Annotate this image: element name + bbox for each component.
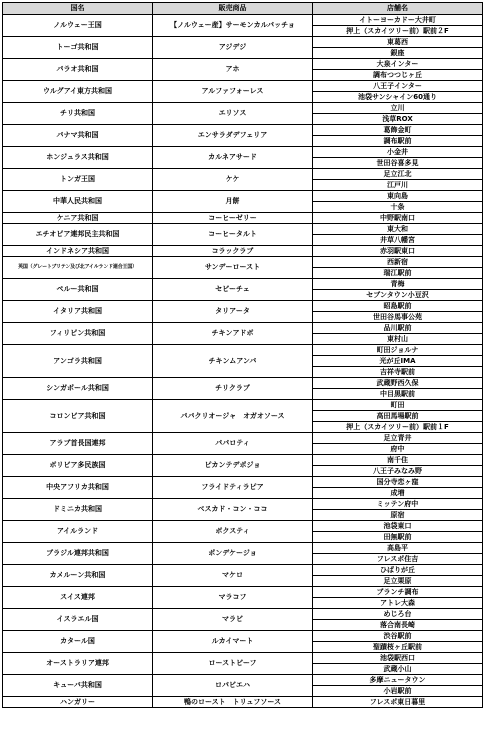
country-cell: イスラエル国 <box>3 609 153 631</box>
table-row <box>3 609 483 620</box>
product-cell: アジデジ <box>153 37 313 59</box>
store-cell: 武蔵野西久保 <box>313 378 483 389</box>
header-store: 店舗名 <box>313 3 483 15</box>
table-row <box>3 400 483 411</box>
product-cell: ボクスティ <box>153 521 313 543</box>
country-cell: ウルグアイ東方共和国 <box>3 81 153 103</box>
table-row <box>3 433 483 444</box>
country-cell: ケニア共和国 <box>3 213 153 224</box>
store-cell: 府中 <box>313 444 483 455</box>
country-cell: オーストラリア連邦 <box>3 653 153 675</box>
store-cell: ひばりが丘 <box>313 565 483 576</box>
table-row <box>3 543 483 554</box>
store-cell: 足立青井 <box>313 433 483 444</box>
country-cell: パラオ共和国 <box>3 59 153 81</box>
store-cell: 渋谷駅前 <box>313 631 483 642</box>
store-cell: 国分寺恋ヶ窪 <box>313 477 483 488</box>
store-cell: 八王子みなみ野 <box>313 466 483 477</box>
store-cell: 押上（スカイツリー前）駅前２F <box>313 26 483 37</box>
store-cell: 田無駅前 <box>313 532 483 543</box>
store-cell: 足立栗原 <box>313 576 483 587</box>
country-cell: イタリア共和国 <box>3 301 153 323</box>
table-row <box>3 631 483 642</box>
table-row <box>3 257 483 268</box>
store-cell: フレスポ住吉 <box>313 554 483 565</box>
table-row <box>3 653 483 664</box>
table-row <box>3 301 483 312</box>
table-row <box>3 378 483 389</box>
product-cell: マケロ <box>153 565 313 587</box>
store-cell: 昭島駅前 <box>313 301 483 312</box>
country-cell: ドミニカ共和国 <box>3 499 153 521</box>
store-cell: 南千住 <box>313 455 483 466</box>
country-cell: ノルウェー王国 <box>3 15 153 37</box>
product-cell: サンデーロースト <box>153 257 313 279</box>
store-cell: 調布つつじヶ丘 <box>313 70 483 81</box>
table-row <box>3 246 483 257</box>
table-row <box>3 147 483 158</box>
table-row <box>3 521 483 532</box>
store-cell: 品川駅前 <box>313 323 483 334</box>
store-cell: 小岩駅前 <box>313 686 483 697</box>
country-cell: アイルランド <box>3 521 153 543</box>
country-cell: トンガ王国 <box>3 169 153 191</box>
store-cell: 多摩ニュータウン <box>313 675 483 686</box>
product-cell: 月餅 <box>153 191 313 213</box>
store-cell: セブンタウン小豆沢 <box>313 290 483 301</box>
country-cell: エチオピア連邦民主共和国 <box>3 224 153 246</box>
store-cell: 町田 <box>313 400 483 411</box>
table-row <box>3 323 483 334</box>
product-cell: アホ <box>153 59 313 81</box>
country-cell: カメルーン共和国 <box>3 565 153 587</box>
store-cell: 原宿 <box>313 510 483 521</box>
product-cell: ピカンテデポジョ <box>153 455 313 477</box>
country-cell: ボリビア多民族国 <box>3 455 153 477</box>
product-cell: エンサラダデフェリア <box>153 125 313 147</box>
table-row <box>3 169 483 180</box>
country-cell: キューバ共和国 <box>3 675 153 697</box>
store-cell: 池袋サンシャイン60通り <box>313 92 483 103</box>
store-cell: 浅草ROX <box>313 114 483 125</box>
country-cell: パナマ共和国 <box>3 125 153 147</box>
product-cell: パパロティ <box>153 433 313 455</box>
table-row <box>3 565 483 576</box>
store-cell: 世田谷喜多見 <box>313 158 483 169</box>
country-cell: フィリピン共和国 <box>3 323 153 345</box>
store-cell: 押上（スカイツリー前）駅前１F <box>313 422 483 433</box>
table-row <box>3 675 483 686</box>
product-cell: セビーチェ <box>153 279 313 301</box>
store-cell: 落合南長崎 <box>313 620 483 631</box>
product-cell: コーヒーゼリー <box>153 213 313 224</box>
table-row <box>3 81 483 92</box>
table-header <box>3 3 483 15</box>
store-cell: ブランチ調布 <box>313 587 483 598</box>
header-row <box>3 3 483 15</box>
table-row <box>3 59 483 70</box>
product-cell: コラックラブ <box>153 246 313 257</box>
product-cell: カルネアサード <box>153 147 313 169</box>
header-country: 国名 <box>3 3 153 15</box>
table-row <box>3 345 483 356</box>
country-cell: ブラジル連邦共和国 <box>3 543 153 565</box>
product-cell: 【ノルウェー産】サーモンカルパッチョ <box>153 15 313 37</box>
store-cell: 足立江北 <box>313 169 483 180</box>
store-cell: 調布駅前 <box>313 136 483 147</box>
table-row <box>3 191 483 202</box>
store-cell: 吉祥寺駅前 <box>313 367 483 378</box>
header-product: 販売商品 <box>153 3 313 15</box>
store-cell: 池袋東口 <box>313 521 483 532</box>
country-cell: スイス連邦 <box>3 587 153 609</box>
product-cell: エリソス <box>153 103 313 125</box>
store-cell: 中野駅南口 <box>313 213 483 224</box>
store-cell: 成増 <box>313 488 483 499</box>
country-cell: コロンビア共和国 <box>3 400 153 433</box>
table-row <box>3 37 483 48</box>
store-cell: 町田ジョルナ <box>313 345 483 356</box>
product-cell: 鴨のロースト トリュフソース <box>153 697 313 708</box>
product-cell: チキンムアンバ <box>153 345 313 378</box>
table-row <box>3 499 483 510</box>
store-cell: 瑞江駅前 <box>313 268 483 279</box>
table-row <box>3 455 483 466</box>
store-cell: 高島平 <box>313 543 483 554</box>
store-cell: 八王子インター <box>313 81 483 92</box>
country-cell: ホンジュラス共和国 <box>3 147 153 169</box>
store-cell: 東向島 <box>313 191 483 202</box>
store-cell: フレスポ東日暮里 <box>313 697 483 708</box>
store-cell: 高田馬場駅前 <box>313 411 483 422</box>
product-cell: パパクリオージャ オガオソース <box>153 400 313 433</box>
table-row <box>3 224 483 235</box>
product-cell: ポンデケージョ <box>153 543 313 565</box>
table-row <box>3 587 483 598</box>
country-cell: シンガポール共和国 <box>3 378 153 400</box>
product-cell: ローストビーフ <box>153 653 313 675</box>
product-cell: ロパビエハ <box>153 675 313 697</box>
table-body <box>3 15 483 708</box>
store-cell: 池袋駅西口 <box>313 653 483 664</box>
store-cell: 大泉インター <box>313 59 483 70</box>
product-cell: ルカイマート <box>153 631 313 653</box>
store-cell: 世田谷馬事公苑 <box>313 312 483 323</box>
store-cell: 銀座 <box>313 48 483 59</box>
country-cell: インドネシア共和国 <box>3 246 153 257</box>
country-cell: 英国（グレートブリテン及び北アイルランド連合王国） <box>3 257 153 279</box>
store-cell: 武蔵小山 <box>313 664 483 675</box>
country-cell: チリ共和国 <box>3 103 153 125</box>
country-cell: 中華人民共和国 <box>3 191 153 213</box>
product-cell: マラコフ <box>153 587 313 609</box>
country-cell: アラブ首長国連邦 <box>3 433 153 455</box>
store-cell: ミッテン府中 <box>313 499 483 510</box>
country-cell: ペルー共和国 <box>3 279 153 301</box>
table-row <box>3 103 483 114</box>
country-cell: ハンガリー <box>3 697 153 708</box>
store-cell: 東村山 <box>313 334 483 345</box>
product-cell: チキンアドボ <box>153 323 313 345</box>
store-cell: 葛飾金町 <box>313 125 483 136</box>
store-cell: イトーヨーカドー大井町 <box>313 15 483 26</box>
country-cell: 中央アフリカ共和国 <box>3 477 153 499</box>
product-cell: フライドティラピア <box>153 477 313 499</box>
store-cell: 聖蹟桜ヶ丘駅前 <box>313 642 483 653</box>
product-cell: コーヒータルト <box>153 224 313 246</box>
store-product-table <box>2 2 483 708</box>
product-cell: ベスカド・コン・ココ <box>153 499 313 521</box>
country-cell: トーゴ共和国 <box>3 37 153 59</box>
country-cell: カタール国 <box>3 631 153 653</box>
table-row <box>3 279 483 290</box>
product-cell: タリアータ <box>153 301 313 323</box>
table-row <box>3 697 483 708</box>
store-cell: めじろ台 <box>313 609 483 620</box>
product-cell: ケケ <box>153 169 313 191</box>
table-row <box>3 477 483 488</box>
table-row <box>3 15 483 26</box>
country-cell: アンゴラ共和国 <box>3 345 153 378</box>
store-cell: 小金井 <box>313 147 483 158</box>
product-cell: アルファフォーレス <box>153 81 313 103</box>
store-cell: 光が丘IMA <box>313 356 483 367</box>
store-cell: 青梅 <box>313 279 483 290</box>
product-cell: マラビ <box>153 609 313 631</box>
store-cell: 西新宿 <box>313 257 483 268</box>
product-cell: チリクラブ <box>153 378 313 400</box>
store-cell: 赤羽駅東口 <box>313 246 483 257</box>
store-cell: 立川 <box>313 103 483 114</box>
store-cell: アトレ大森 <box>313 598 483 609</box>
store-cell: 江戸川 <box>313 180 483 191</box>
store-cell: 東葛西 <box>313 37 483 48</box>
store-cell: 井草八幡宮 <box>313 235 483 246</box>
store-cell: 中目黒駅前 <box>313 389 483 400</box>
store-cell: 十条 <box>313 202 483 213</box>
store-cell: 東大和 <box>313 224 483 235</box>
table-row <box>3 125 483 136</box>
table-row <box>3 213 483 224</box>
